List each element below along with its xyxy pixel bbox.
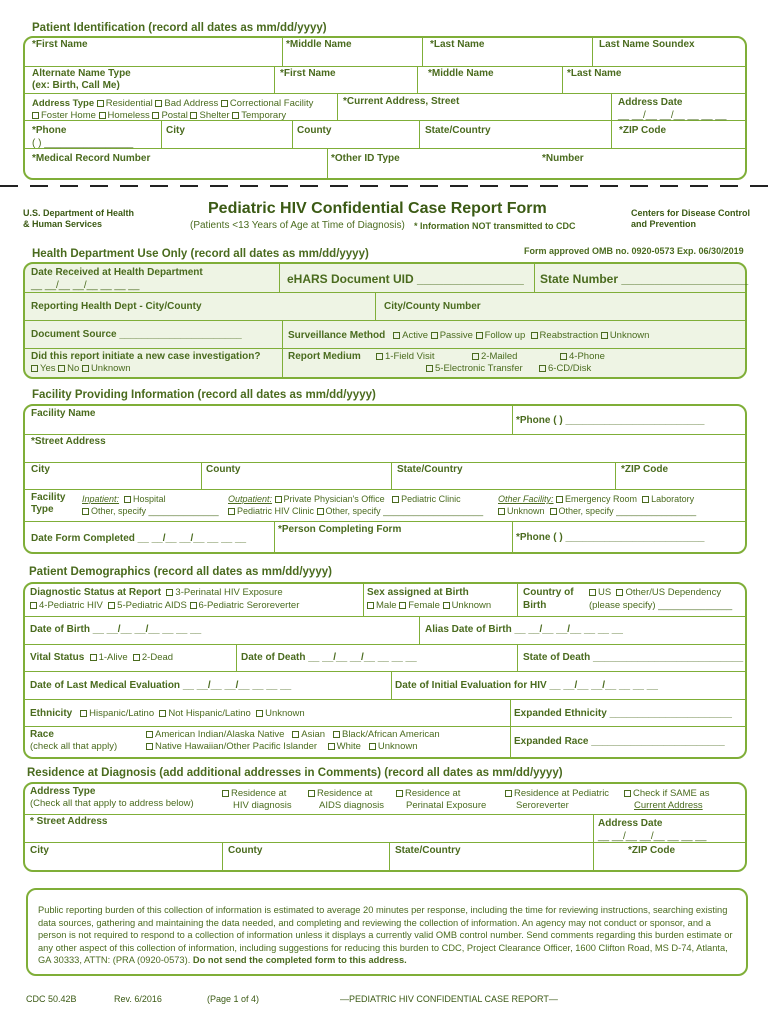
mailed-checkbox[interactable] (472, 353, 479, 360)
res-hiv-option-2: HIV diagnosis (233, 800, 292, 811)
residence-address-type-label: Address Type (30, 786, 96, 797)
res-address-date-label: Address Date (598, 818, 663, 829)
pediatric-hiv-checkbox[interactable] (30, 602, 37, 609)
diag-status-row-2: 4-Pediatric HIV 5-Pediatric AIDS 6-Pediatric Seroreverter (30, 600, 299, 611)
county-label: County (297, 125, 332, 136)
res-aids-option: Residence at (308, 788, 372, 799)
res-zip-label: *ZIP Code (628, 845, 676, 856)
res-perinatal-checkbox[interactable] (396, 790, 403, 797)
not-transmitted-note: * Information NOT transmitted to CDC (414, 221, 576, 231)
outpatient-row-2: Pediatric HIV Clinic Other, specify ____________________ (228, 506, 483, 516)
person-completing-label: *Person Completing Form (278, 524, 402, 535)
revision: Rev. 6/2016 (114, 994, 162, 1004)
white-checkbox[interactable] (328, 743, 335, 750)
passive-checkbox[interactable] (431, 332, 438, 339)
inpatient-other-row: Other, specify ______________ (82, 506, 219, 516)
res-state-label: State/Country (395, 845, 461, 856)
cd-disk-checkbox[interactable] (539, 365, 546, 372)
alt-name-type-label: Alternate Name Type (32, 68, 131, 79)
same-as-current-checkbox[interactable] (624, 790, 631, 797)
zip-label: *ZIP Code (619, 125, 667, 136)
race-label: Race (30, 729, 54, 740)
date-completed-field[interactable]: Date Form Completed __ __/__ __/__ __ __ __ (31, 533, 247, 544)
form-subtitle: (Patients <13 Years of Age at Time of Diagnosis) (190, 220, 405, 231)
state-label: State/Country (425, 125, 491, 136)
res-street-label: * Street Address (30, 816, 108, 827)
facility-street-label: *Street Address (31, 436, 106, 447)
pid-title: Patient Identification (record all dates as mm/dd/yyyy) (32, 22, 327, 34)
unknown-init-checkbox[interactable] (82, 365, 89, 372)
field-visit-checkbox[interactable] (376, 353, 383, 360)
number-label: *Number (542, 153, 584, 164)
address-type-row: Address Type Residential Bad Address Correctional Facility (32, 98, 314, 109)
res-county-label: County (228, 845, 263, 856)
date-received-label: Date Received at Health Department (31, 267, 203, 278)
hd-title: Health Department Use Only (record all dates as mm/dd/yyyy) (32, 248, 369, 260)
phone-label: *Phone (32, 125, 67, 136)
alive-checkbox[interactable] (90, 654, 97, 661)
er-checkbox[interactable] (556, 496, 563, 503)
no-checkbox[interactable] (58, 365, 65, 372)
race-note: (check all that apply) (30, 741, 118, 752)
ped-hiv-clinic-checkbox[interactable] (228, 508, 235, 515)
form-code: CDC 50.42B (26, 994, 77, 1004)
last-eval-field[interactable]: Date of Last Medical Evaluation __ __/__ __/__ __ __ __ (30, 680, 292, 691)
not-hispanic-checkbox[interactable] (159, 710, 166, 717)
male-checkbox[interactable] (367, 602, 374, 609)
initiate-options: Yes No Unknown (31, 363, 131, 374)
hhs-label: U.S. Department of Health (23, 208, 135, 218)
res-perinatal-option: Residence at (396, 788, 460, 799)
pediatric-aids-checkbox[interactable] (108, 602, 115, 609)
facility-phone-field[interactable]: *Phone ( ) _________________________ (516, 415, 705, 426)
alt-last-label: *Last Name (567, 68, 622, 79)
alt-middle-label: *Middle Name (428, 68, 494, 79)
middle-name-label: *Middle Name (286, 39, 352, 50)
omb-label: Form approved OMB no. 0920-0573 Exp. 06/30/2019 (524, 246, 744, 256)
ehars-field[interactable]: eHARS Document UID ________________ (287, 272, 524, 286)
bad-address-checkbox[interactable] (155, 100, 162, 107)
completer-phone-field[interactable]: *Phone ( ) _________________________ (516, 532, 705, 543)
document-source-field[interactable]: Document Source ______________________ (31, 329, 242, 340)
res-aids-option-2: AIDS diagnosis (319, 800, 384, 811)
same-as-current-option-2: Current Address (634, 800, 703, 811)
us-checkbox[interactable] (589, 589, 596, 596)
hospital-checkbox[interactable] (124, 496, 131, 503)
facility-type-label-2: Type (31, 504, 54, 515)
sex-unknown-checkbox[interactable] (443, 602, 450, 609)
burden-statement: Public reporting burden of this collection of information is estimated to average 20 minutes per response, including the time for reviewing instructions, searching existing data sources, gathering and maintaining the data needed, and completing and reviewing the collection of information. An agency may not conduct or sponsor, and a person is not required to respond to a collection of information unless it displays a currently valid OMB control number. Send comments regarding this burden estimate or any other aspect of this collection of information, including suggestions for reducing this burden to CDC, Project Clearance Officer, 1600 Clifton Road, MS D-74, Atlanta, GA 30333, ATTN: (PRA (0920-0573). Do not send the completed form to this address. (38, 905, 733, 966)
vital-status-row: Vital Status 1-Alive 2-Dead (30, 652, 174, 663)
fac-unknown-checkbox[interactable] (498, 508, 505, 515)
cob-specify-field[interactable]: (please specify) ______________ (589, 600, 733, 611)
city-label: City (166, 125, 185, 136)
postal-checkbox[interactable] (152, 112, 159, 119)
residential-checkbox[interactable] (97, 100, 104, 107)
last-name-label: *Last Name (430, 39, 485, 50)
cdc-label: Centers for Disease Control (631, 208, 751, 218)
res-seroreverter-option-2: Seroreverter (516, 800, 569, 811)
black-checkbox[interactable] (333, 731, 340, 738)
electronic-checkbox[interactable] (426, 365, 433, 372)
res-seroreverter-checkbox[interactable] (505, 790, 512, 797)
first-name-label: *First Name (32, 39, 88, 50)
address-date-label: Address Date (618, 97, 683, 108)
same-as-current-option: Check if SAME as (624, 788, 710, 799)
reporting-dept-label: Reporting Health Dept - City/County (31, 301, 202, 312)
other-facility-row-2: Unknown Other, specify ________________ (498, 506, 696, 516)
cut-line (0, 185, 770, 187)
residence-title: Residence at Diagnosis (add additional addresses in Comments) (record all dates as mm/dd/yyyy) (27, 767, 563, 779)
facility-zip-label: *ZIP Code (621, 464, 669, 475)
res-city-label: City (30, 845, 49, 856)
expanded-ethnicity-field[interactable]: Expanded Ethnicity ______________________ (514, 708, 732, 719)
res-aids-checkbox[interactable] (308, 790, 315, 797)
other-facility-row: Other Facility: Emergency Room Laboratory (498, 494, 695, 504)
female-checkbox[interactable] (399, 602, 406, 609)
alt-name-example: (ex: Birth, Call Me) (32, 80, 120, 91)
lab-checkbox[interactable] (642, 496, 649, 503)
medium-1: 1-Field Visit (376, 351, 434, 362)
facility-county-label: County (206, 464, 241, 475)
sex-label: Sex assigned at Birth (367, 587, 469, 598)
ppo-checkbox[interactable] (275, 496, 282, 503)
followup-checkbox[interactable] (476, 332, 483, 339)
res-address-date-field[interactable]: __ __/__ __/__ __ __ __ (598, 831, 707, 842)
medium-4: 4-Phone (560, 351, 605, 362)
perinatal-exposure-checkbox[interactable] (166, 589, 173, 596)
reabstraction-checkbox[interactable] (531, 332, 538, 339)
address-type-row2: Foster Home Homeless Postal Shelter Temporary (32, 110, 286, 121)
res-hiv-option: Residence at (222, 788, 286, 799)
race-unknown-checkbox[interactable] (369, 743, 376, 750)
cob-label-2: Birth (523, 600, 547, 611)
cdc-label-2: and Prevention (631, 219, 697, 229)
homeless-checkbox[interactable] (99, 112, 106, 119)
foster-checkbox[interactable] (32, 112, 39, 119)
state-number-field[interactable]: State Number ___________________ (540, 272, 749, 286)
us-dependency-checkbox[interactable] (616, 589, 623, 596)
state-of-death-field[interactable]: State of Death ___________________________ (523, 652, 744, 663)
race-row-2: Native Hawaiian/Other Pacific Islander White Unknown (146, 741, 418, 752)
surveillance-row: Surveillance Method Active Passive Follow up Reabstraction Unknown (288, 330, 650, 341)
dead-checkbox[interactable] (133, 654, 140, 661)
initial-eval-field[interactable]: Date of Initial Evaluation for HIV __ __/__ __/__ __ __ __ (395, 680, 658, 691)
phone-field[interactable]: ( ) ________________ (32, 138, 134, 149)
sex-options: Male Female Unknown (367, 600, 491, 611)
medium-2: 2-Mailed (472, 351, 517, 362)
other-id-label: *Other ID Type (331, 153, 400, 164)
asian-checkbox[interactable] (292, 731, 299, 738)
dod-field[interactable]: Date of Death __ __/__ __/__ __ __ __ (241, 652, 417, 663)
date-received-field[interactable]: __ __/__ __/__ __ __ __ (31, 280, 140, 291)
alias-dob-field[interactable]: Alias Date of Birth __ __/__ __/__ __ __ __ (425, 624, 623, 635)
report-medium-label: Report Medium (288, 351, 361, 362)
ethnicity-row: Ethnicity Hispanic/Latino Not Hispanic/Latino Unknown (30, 708, 305, 719)
residence-address-type-note: (Check all that apply to address below) (30, 798, 194, 809)
res-hiv-checkbox[interactable] (222, 790, 229, 797)
inpatient-row: Inpatient: Hospital (82, 494, 166, 504)
alt-first-label: *First Name (280, 68, 336, 79)
form-title: Pediatric HIV Confidential Case Report Form (208, 200, 547, 217)
unknown-checkbox[interactable] (601, 332, 608, 339)
soundex-label: Last Name Soundex (599, 39, 695, 50)
footer-title: —PEDIATRIC HIV CONFIDENTIAL CASE REPORT— (340, 994, 558, 1004)
city-county-number-label: City/County Number (384, 301, 481, 312)
facility-type-label: Facility (31, 492, 66, 503)
correctional-checkbox[interactable] (221, 100, 228, 107)
initiate-label: Did this report initiate a new case investigation? (31, 351, 261, 362)
page-number: (Page 1 of 4) (207, 994, 260, 1004)
shelter-checkbox[interactable] (190, 112, 197, 119)
phone-checkbox[interactable] (560, 353, 567, 360)
ped-clinic-checkbox[interactable] (392, 496, 399, 503)
seroreverter-checkbox[interactable] (190, 602, 197, 609)
temporary-checkbox[interactable] (232, 112, 239, 119)
inpatient-other-checkbox[interactable] (82, 508, 89, 515)
cob-label: Country of (523, 587, 574, 598)
yes-checkbox[interactable] (31, 365, 38, 372)
outpatient-row: Outpatient: Private Physician's Office Pediatric Clinic (228, 494, 461, 504)
medium-5: 5-Electronic Transfer (426, 363, 523, 374)
ethnicity-unknown-checkbox[interactable] (256, 710, 263, 717)
current-address-label: *Current Address, Street (343, 96, 460, 107)
demographics-title: Patient Demographics (record all dates as mm/dd/yyyy) (29, 566, 332, 578)
active-checkbox[interactable] (393, 332, 400, 339)
race-row-1: American Indian/Alaska Native Asian Black/African American (146, 729, 440, 740)
hhs-label-2: & Human Services (23, 219, 103, 229)
dob-field[interactable]: Date of Birth __ __/__ __/__ __ __ __ (30, 624, 202, 635)
cob-options: US Other/US Dependency (589, 587, 721, 598)
facility-state-label: State/Country (397, 464, 463, 475)
res-perinatal-option-2: Perinatal Exposure (406, 800, 487, 811)
fac-other-checkbox[interactable] (550, 508, 557, 515)
expanded-race-field[interactable]: Expanded Race ________________________ (514, 736, 725, 747)
res-seroreverter-option: Residence at Pediatric (505, 788, 609, 799)
hispanic-checkbox[interactable] (80, 710, 87, 717)
facility-city-label: City (31, 464, 50, 475)
outpatient-other-checkbox[interactable] (317, 508, 324, 515)
nhpi-checkbox[interactable] (146, 743, 153, 750)
mrn-label: *Medical Record Number (32, 153, 151, 164)
medium-6: 6-CD/Disk (539, 363, 591, 374)
address-date-field[interactable]: __ __/__ __/__ __ __ __ (618, 110, 727, 121)
facility-title: Facility Providing Information (record all dates as mm/dd/yyyy) (32, 389, 376, 401)
facility-name-label: Facility Name (31, 408, 96, 419)
diag-status-row: Diagnostic Status at Report 3-Perinatal HIV Exposure (30, 587, 283, 598)
aian-checkbox[interactable] (146, 731, 153, 738)
